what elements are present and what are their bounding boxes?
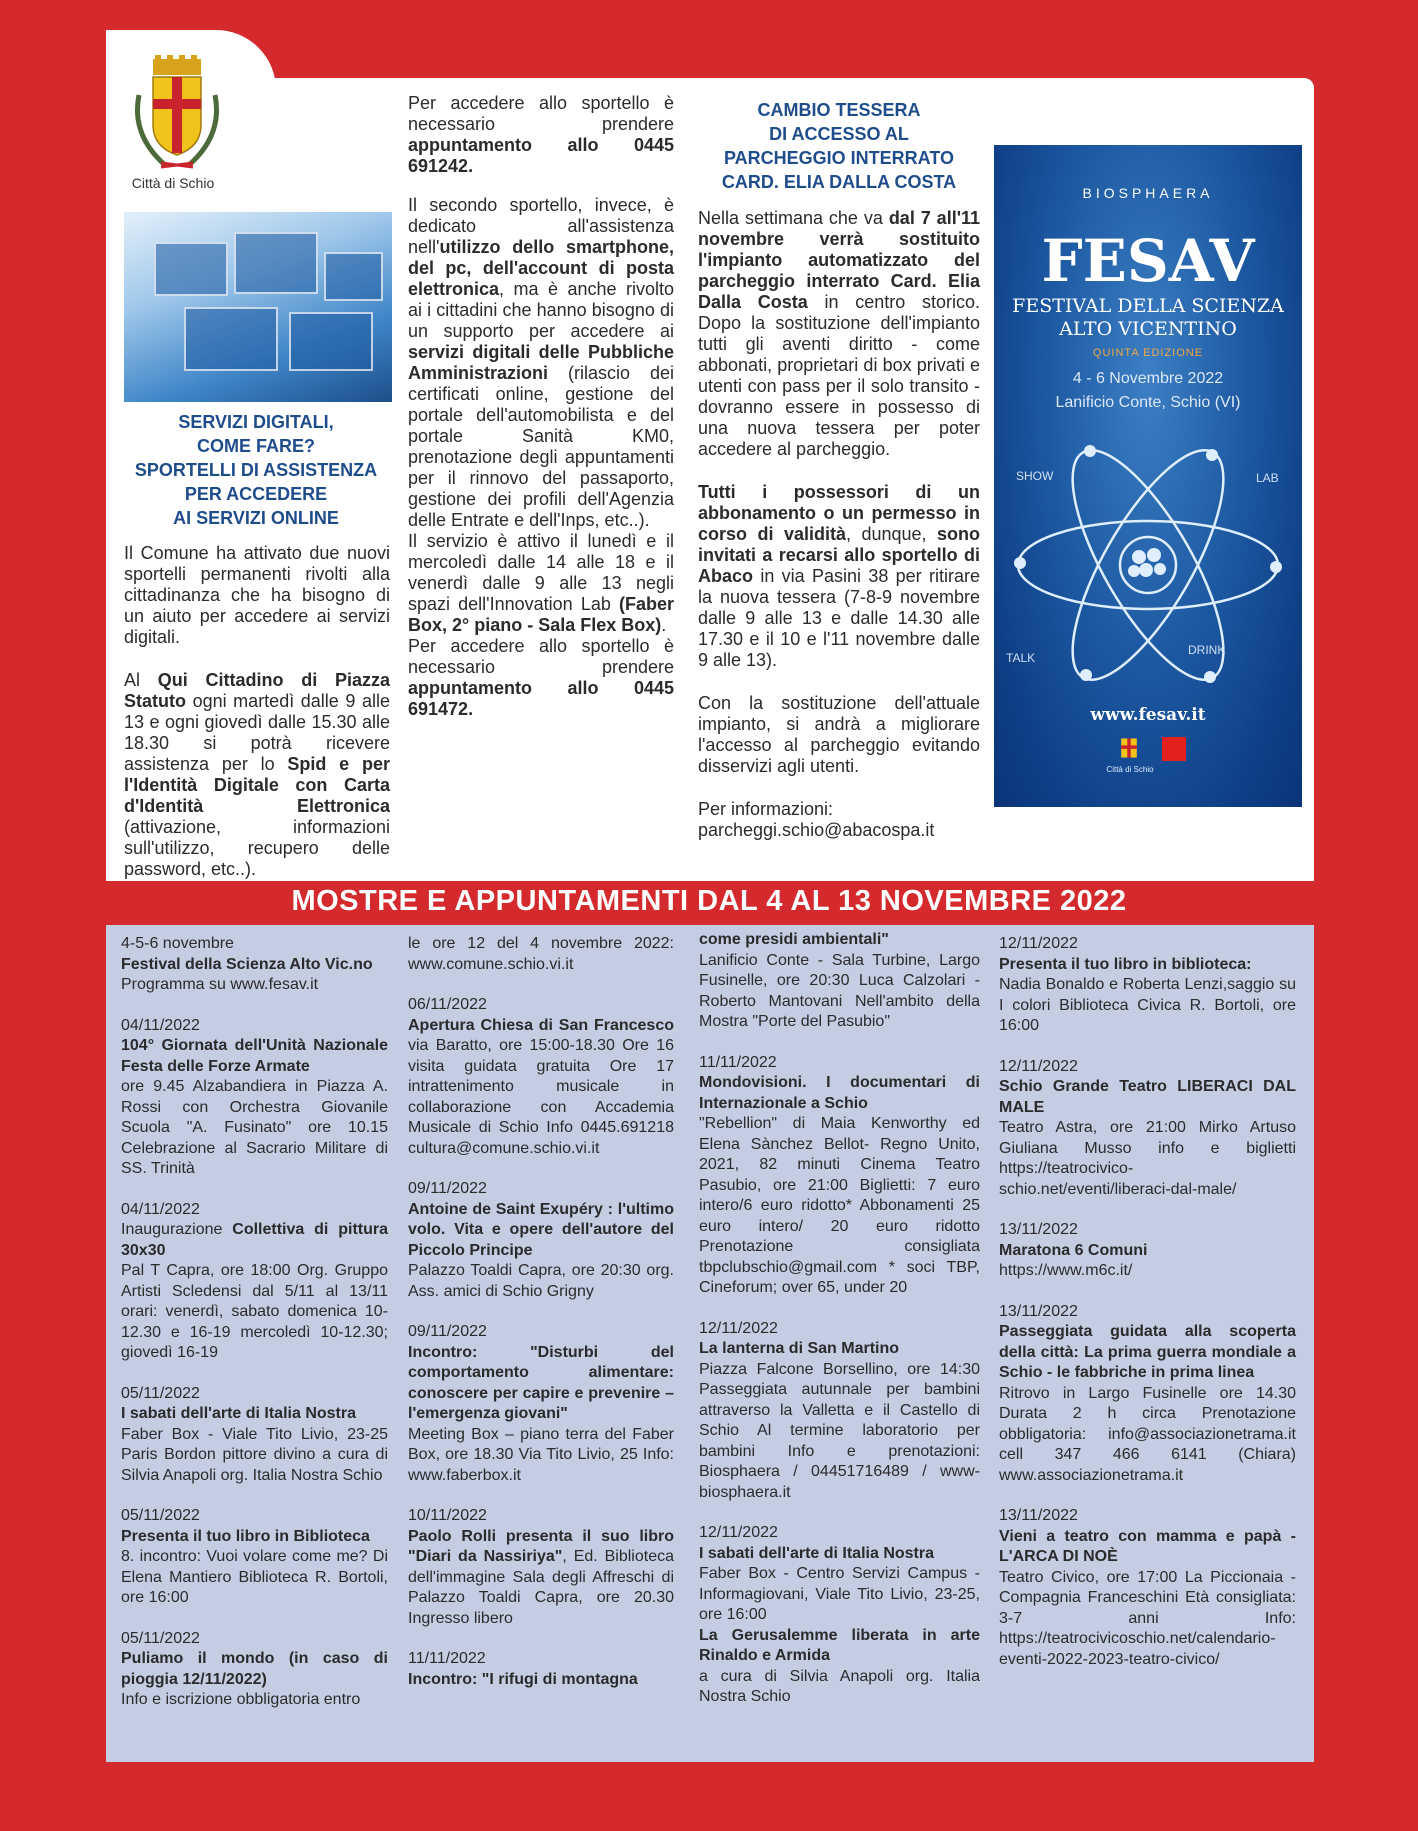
tessera-article — [698, 98, 980, 863]
city-crest-icon — [125, 55, 230, 195]
event-item: 05/11/2022 Presenta il tuo libro in Biblioteca 8. incontro: Vuoi volare come me? Di Elena Mantiero Biblioteca R. Bortoli, ore 16:00 — [121, 1507, 388, 1606]
servizi-article-col2-body — [408, 93, 674, 742]
event-item: 04/11/2022 104° Giornata dell'Unità Nazionale Festa delle Forze Armate ore 9.45 Alzabandiera in Piazza A. Rossi con Orchestra Giovanile Scuola "A. Fusinato" ore 10.15 Celebrazione al Sacrario Militare di SS. Trinità — [121, 1016, 388, 1177]
fesav-subtitle: FESTIVAL DELLA SCIENZA ALTO VICENTINO — [1012, 295, 1284, 340]
tessera-paragraph-3: Con la sostituzione dell'attuale impianto, si andrà a migliorare l'accesso al parcheggio evitando disservizi agli utenti. — [698, 693, 980, 776]
event-item: 13/11/2022 Passeggiata guidata alla scoperta della città: La prima guerra mondiale a Schio - le fabbriche in prima linea Ritrovo in Largo Fusinelle ore 14.30 Durata 2 h circa Prenotazione obbligatoria: info@associazionetrama.it cell 347 466 6141 (Chiara) www.associazionetrama.it — [999, 1302, 1296, 1484]
servizi-title-line: SERVIZI DIGITALI, — [178, 412, 334, 432]
fesav-dates: 4 - 6 Novembre 2022 Lanificio Conte, Schio (VI) — [1055, 370, 1241, 411]
servizi-title-line: COME FARE? — [196, 436, 315, 456]
event-item: 12/11/2022 Schio Grande Teatro LIBERACI DAL MALE Teatro Astra, ore 21:00 Mirko Artuso Giuliana Musso info e biglietti https://teatrocivico-schio.net/eventi/liberaci-dal-male/ — [999, 1057, 1296, 1198]
event-item: 09/11/2022 Antoine de Saint Exupéry : l'ultimo volo. Vita e opere dell'autore del Piccolo Principe Palazzo Toaldi Capra, ore 20:30 org. Ass. amici di Schio Grigny — [408, 1180, 674, 1300]
servizi-paragraph-1: Il Comune ha attivato due nuovi sportelli permanenti rivolti alla cittadinanza che ha bisogno di un aiuto per accedere ai servizi digitali. — [124, 543, 390, 647]
servizi-paragraph-3: Per accedere allo sportello è necessario prendere appuntamento allo 0445 691242. — [408, 93, 674, 176]
fesav-poster — [994, 145, 1302, 807]
fesav-partner-logo-icon — [1162, 737, 1186, 761]
tessera-paragraph-4: Per informazioni: parcheggi.schio@abacospa.it — [698, 799, 935, 840]
events-col-4 — [999, 934, 1296, 1690]
fesav-word-show: SHOW — [1016, 469, 1054, 483]
event-item: 12/11/2022 Presenta il tuo libro in biblioteca: Nadia Bonaldo e Roberta Lenzi,saggio su I colori Biblioteca Civica R. Bortoli, ore 16:00 — [999, 935, 1296, 1034]
event-item: 05/11/2022 I sabati dell'arte di Italia Nostra Faber Box - Viale Tito Livio, 23-25 Paris Bordon pittore divino a cura di Silvia Anapoli org. Italia Nostra Schio — [121, 1384, 388, 1484]
servizi-paragraph-6: Per accedere allo sportello è necessario prendere appuntamento allo 0445 691472. — [408, 636, 674, 719]
event-item: 05/11/2022 Puliamo il mondo (in caso di pioggia 12/11/2022) Info e iscrizione obbligatoria entro — [121, 1629, 388, 1708]
servizi-article-col1 — [124, 543, 390, 902]
servizi-title-line: AI SERVIZI ONLINE — [173, 508, 339, 528]
crown-icon — [153, 55, 201, 75]
fesav-title: FESAV — [1041, 227, 1255, 295]
tessera-title-line: CAMBIO TESSERA — [757, 100, 921, 120]
servizi-title-line: PER ACCEDERE — [184, 484, 328, 504]
event-item: 13/11/2022 Vieni a teatro con mamma e papà - L'ARCA DI NOÈ Teatro Civico, ore 17:00 La Piccionaia - Compagnia Franceschini Età consigliata: 3-7 anni Info: https://teatrocivicoschio.net/calendario-eventi-2022-2023-teatro-civico/ — [999, 1507, 1296, 1668]
events-col-1 — [121, 934, 388, 1731]
event-item: 13/11/2022 Maratona 6 Comuni https://www.m6c.it/ — [999, 1221, 1148, 1279]
event-item: 4-5-6 novembre Festival della Scienza Alto Vic.no Programma su www.fesav.it — [121, 935, 373, 993]
servizi-article-title — [120, 410, 392, 530]
tessera-paragraph-1: Nella settimana che va dal 7 all'11 novembre verrà sostituito l'impianto automatizzato del parcheggio interrato Card. Elia Dalla Costa in centro storico. Dopo la sostituzione dell'impianto tutti gli aventi diritto - come abbonati, proprietari di box privati e utenti con pass per il solo transito - dovranno essere in possesso di una nuova tessera per poter accedere al parcheggio. — [698, 208, 981, 459]
event-item: 06/11/2022 Apertura Chiesa di San Francesco via Baratto, ore 15:00-18.30 Ore 16 visita guidata gratuita Ore 17 intrattenimento musicale in collaborazione con Accademia Musicale di Schio Info 0445.691218 cultura@comune.schio.vi.it — [408, 996, 674, 1157]
events-section-title: MOSTRE E APPUNTAMENTI DAL 4 AL 13 NOVEMBRE 2022 — [291, 885, 1127, 917]
event-item: come presidi ambientali" Lanificio Conte - Sala Turbine, Largo Fusinelle, ore 20:30 Luca Calzolari - Roberto Mantovani Nell'ambito della Mostra "Porte del Pasubio" — [699, 931, 980, 1030]
events-col-2 — [408, 934, 674, 1710]
tessera-title-line: PARCHEGGIO INTERRATO — [723, 148, 954, 168]
tessera-paragraph-2: Tutti i possessori di un abbonamento o un permesso in corso di validità, dunque, sono invitati a recarsi allo sportello di Abaco in via Pasini 38 per ritirare la nuova tessera (7-8-9 novembre dalle 9 alle 13 e dalle 14.30 alle 17.30 e il 10 e l'11 novembre dalle 9 alle 13). — [698, 482, 980, 670]
event-item: 04/11/2022 Inaugurazione Collettiva di pittura 30x30 Pal T Capra, ore 18:00 Org. Gruppo Artisti Scledensi dal 5/11 al 13/11 orari: venerdì, sabato domenica 10-12.30 e 16-19 mercoledì 10-12.30; giovedì 16-19 — [121, 1200, 389, 1361]
event-item: 09/11/2022 Incontro: "Disturbi del comportamento alimentare: conoscere per capire e prevenire – l'emergenza giovani" Meeting Box – piano terra del Faber Box, ore 18.30 Via Tito Livio, 25 Info: www.faberbox.it — [408, 1323, 674, 1484]
event-item: 10/11/2022 Paolo Rolli presenta il suo libro "Diari da Nassiriya", Ed. Biblioteca dell'immagine Sala degli Affreschi di Palazzo Toaldi Capra, ore 20.30 Ingresso libero — [408, 1507, 674, 1627]
fesav-word-lab: LAB — [1256, 471, 1279, 485]
event-item: le ore 12 del 4 novembre 2022: www.comune.schio.vi.it — [408, 935, 674, 973]
fesav-word-drink: DRINK — [1188, 643, 1226, 657]
event-item: 12/11/2022 I sabati dell'arte di Italia Nostra Faber Box - Centro Servizi Campus - Informagiovani, Viale Tito Livio, 23-25, ore 16:00 La Gerusalemme liberata in arte Rinaldo e Armida a cura di Silvia Anapoli org. Italia Nostra Schio — [699, 1524, 980, 1705]
servizi-title-line: SPORTELLI DI ASSISTENZA — [134, 460, 378, 480]
servizi-paragraph-5: Il servizio è attivo il lunedì e il mercoledì dalle 14 alle 18 e il venerdì dalle 9 alle 13 negli spazi dell'Innovation Lab (Faber Box, 2° piano - Sala Flex Box). — [408, 531, 674, 635]
digital-services-photo — [124, 212, 392, 402]
fesav-url-link[interactable]: www.fesav.it — [1090, 705, 1206, 725]
event-item: 11/11/2022 Incontro: "I rifugi di montagna — [408, 1650, 638, 1688]
tessera-email-link[interactable]: parcheggi.schio@abacospa.it — [698, 820, 935, 840]
tessera-title-line: CARD. ELIA DALLA COSTA — [721, 172, 957, 192]
servizi-paragraph-4: Il secondo sportello, invece, è dedicato all'assistenza nell'utilizzo dello smartphone, del pc, dell'account di posta elettronica, ma è anche rivolto ai i cittadini che hanno bisogno di un supporto per accedere ai servizi digitali delle Pubbliche Amministrazioni (rilascio dei certificati online, gestione del portale dell'automobilista e del portale Sanità KM0, prenotazione degli appuntamenti per il rinnovo del passaporto, gestione dei profili dell'Agenzia delle Entrate e dell'Inps, etc..). — [408, 195, 674, 530]
fesav-city-label: Città di Schio — [1106, 765, 1154, 774]
event-item: 11/11/2022 Mondovisioni. I documentari di Internazionale a Schio "Rebellion" di Maia Kenworthy ed Elena Sànchez Bellot- Regno Unito, 2021, 82 minuti Cinema Teatro Pasubio, ore 21:00 Biglietti: 7 euro intero/6 euro ridotto* Abbonamenti 25 euro intero/ 20 euro ridotto Prenotazione consigliata tbpclubschio@gmail.com * soci TBP, Cineforum; over 65, under 20 — [699, 1053, 980, 1296]
servizi-paragraph-2: Al Qui Cittadino di Piazza Statuto ogni martedì dalle 9 alle 13 e ogni giovedì dalle 15.30 alle 18.30 si potrà ricevere assistenza per lo Spid e per l'Identità Digitale con Carta d'Identità Elettronica (attivazione, informazioni sull'utilizzo, recupero delle password, etc..). — [124, 670, 390, 879]
fesav-crest-icon — [1116, 735, 1142, 761]
fesav-word-talk: TALK — [1006, 651, 1036, 665]
city-label: Città di Schio — [131, 175, 215, 191]
fesav-edition: QUINTA EDIZIONE — [1092, 347, 1204, 359]
fesav-brand: BIOSPHAERA — [1082, 185, 1214, 201]
tessera-title-line: DI ACCESSO AL — [769, 124, 909, 144]
event-item: 12/11/2022 La lanterna di San Martino Piazza Falcone Borsellino, ore 14:30 Passeggiata autunnale per bambini attraverso la Valletta e il Castello di Schio Al termine laboratorio per bambini Info e prenotazioni: Biosphaera / 04451716489 / www-biosphaera.it — [699, 1319, 980, 1501]
events-col-3 — [699, 930, 980, 1728]
